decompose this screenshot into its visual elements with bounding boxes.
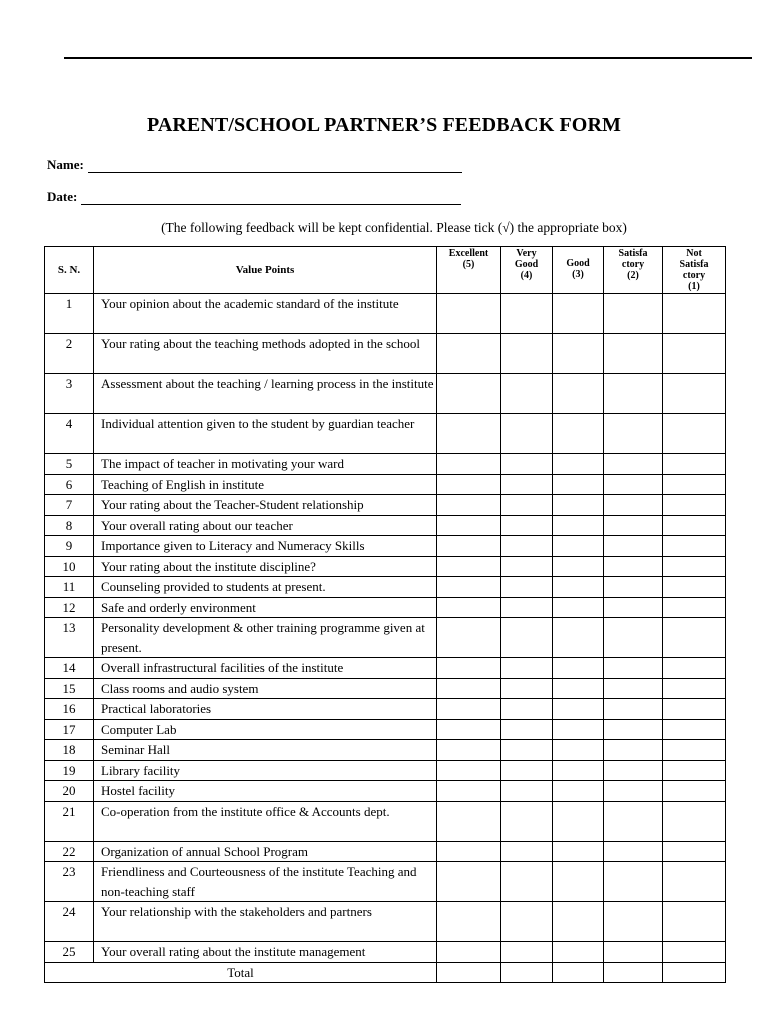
total-box-excellent[interactable] xyxy=(437,962,501,983)
row-number: 10 xyxy=(45,556,94,577)
header-satisfactory: Satisfa ctory (2) xyxy=(604,247,663,294)
rating-box-not-satisfactory[interactable] xyxy=(663,740,726,761)
value-point-text: Seminar Hall xyxy=(94,740,437,761)
rating-box-good[interactable] xyxy=(553,618,604,658)
table-row xyxy=(45,841,726,862)
top-rule xyxy=(64,57,752,59)
table-row xyxy=(45,556,726,577)
rating-box-not-satisfactory[interactable] xyxy=(663,536,726,557)
row-number: 13 xyxy=(45,618,94,658)
row-number: 3 xyxy=(45,374,94,414)
value-point-text: Importance given to Literacy and Numeracy Skills xyxy=(94,536,437,557)
rating-box-satisfactory[interactable] xyxy=(604,801,663,841)
rating-box-excellent[interactable] xyxy=(437,801,501,841)
rating-box-satisfactory[interactable] xyxy=(604,536,663,557)
row-number: 9 xyxy=(45,536,94,557)
rating-box-good[interactable] xyxy=(553,658,604,679)
rating-box-excellent[interactable] xyxy=(437,760,501,781)
header-value-points: Value Points xyxy=(94,247,437,294)
rating-box-very-good[interactable] xyxy=(501,536,553,557)
rating-box-not-satisfactory[interactable] xyxy=(663,862,726,902)
page-title: PARENT/SCHOOL PARTNER’S FEEDBACK FORM xyxy=(147,114,621,136)
rating-box-not-satisfactory[interactable] xyxy=(663,781,726,802)
total-box-very-good[interactable] xyxy=(501,962,553,983)
table-row xyxy=(45,474,726,495)
row-number: 5 xyxy=(45,454,94,475)
value-point-text: Your rating about the institute discipline? xyxy=(94,556,437,577)
rating-box-satisfactory[interactable] xyxy=(604,699,663,720)
total-box-good[interactable] xyxy=(553,962,604,983)
row-number: 16 xyxy=(45,699,94,720)
rating-box-very-good[interactable] xyxy=(501,495,553,516)
rating-box-very-good[interactable] xyxy=(501,618,553,658)
rating-box-good[interactable] xyxy=(553,801,604,841)
rating-box-good[interactable] xyxy=(553,536,604,557)
rating-box-satisfactory[interactable] xyxy=(604,678,663,699)
value-point-text: Your rating about the teaching methods adopted in the school xyxy=(94,334,437,374)
rating-box-excellent[interactable] xyxy=(437,414,501,454)
rating-box-good[interactable] xyxy=(553,699,604,720)
total-box-satisfactory[interactable] xyxy=(604,962,663,983)
table-row xyxy=(45,414,726,454)
rating-box-not-satisfactory[interactable] xyxy=(663,556,726,577)
rating-box-satisfactory[interactable] xyxy=(604,862,663,902)
rating-box-excellent[interactable] xyxy=(437,495,501,516)
rating-box-excellent[interactable] xyxy=(437,841,501,862)
rating-box-good[interactable] xyxy=(553,841,604,862)
rating-box-good[interactable] xyxy=(553,474,604,495)
value-point-text: Your overall rating about the institute management xyxy=(94,942,437,963)
rating-box-good[interactable] xyxy=(553,515,604,536)
rating-box-not-satisfactory[interactable] xyxy=(663,474,726,495)
value-point-text: Safe and orderly environment xyxy=(94,597,437,618)
rating-box-very-good[interactable] xyxy=(501,414,553,454)
rating-box-not-satisfactory[interactable] xyxy=(663,902,726,942)
value-point-text: Your relationship with the stakeholders and partners xyxy=(94,902,437,942)
rating-box-not-satisfactory[interactable] xyxy=(663,658,726,679)
rating-box-good[interactable] xyxy=(553,334,604,374)
rating-box-satisfactory[interactable] xyxy=(604,577,663,598)
rating-box-good[interactable] xyxy=(553,556,604,577)
rating-box-satisfactory[interactable] xyxy=(604,902,663,942)
rating-box-good[interactable] xyxy=(553,942,604,963)
name-label: Name: xyxy=(47,157,84,172)
header-very-good: Very Good (4) xyxy=(501,247,553,294)
rating-box-excellent[interactable] xyxy=(437,862,501,902)
rating-box-excellent[interactable] xyxy=(437,536,501,557)
rating-box-excellent[interactable] xyxy=(437,334,501,374)
rating-box-excellent[interactable] xyxy=(437,719,501,740)
table-row xyxy=(45,536,726,557)
rating-box-not-satisfactory[interactable] xyxy=(663,678,726,699)
table-header-row xyxy=(45,247,726,294)
rating-box-good[interactable] xyxy=(553,740,604,761)
rating-box-good[interactable] xyxy=(553,374,604,414)
value-point-text: Friendliness and Courteousness of the institute Teaching and non-teaching staff xyxy=(94,862,437,902)
rating-box-not-satisfactory[interactable] xyxy=(663,618,726,658)
total-box-not-satisfactory[interactable] xyxy=(663,962,726,983)
rating-box-excellent[interactable] xyxy=(437,294,501,334)
rating-box-satisfactory[interactable] xyxy=(604,740,663,761)
rating-box-very-good[interactable] xyxy=(501,841,553,862)
rating-box-very-good[interactable] xyxy=(501,902,553,942)
table-row xyxy=(45,294,726,334)
rating-box-satisfactory[interactable] xyxy=(604,454,663,475)
row-number: 17 xyxy=(45,719,94,740)
rating-box-satisfactory[interactable] xyxy=(604,374,663,414)
rating-box-good[interactable] xyxy=(553,495,604,516)
table-row xyxy=(45,942,726,963)
table-row xyxy=(45,515,726,536)
row-number: 19 xyxy=(45,760,94,781)
total-label: Total xyxy=(45,962,437,983)
table-row xyxy=(45,678,726,699)
table-row xyxy=(45,801,726,841)
rating-box-not-satisfactory[interactable] xyxy=(663,760,726,781)
date-field[interactable] xyxy=(47,189,461,205)
rating-box-excellent[interactable] xyxy=(437,902,501,942)
value-point-text: Counseling provided to students at present. xyxy=(94,577,437,598)
table-row xyxy=(45,658,726,679)
rating-box-good[interactable] xyxy=(553,577,604,598)
rating-box-excellent[interactable] xyxy=(437,577,501,598)
header-good: Good (3) xyxy=(553,247,604,294)
table-row xyxy=(45,781,726,802)
table-row xyxy=(45,597,726,618)
date-label: Date: xyxy=(47,189,78,204)
rating-box-not-satisfactory[interactable] xyxy=(663,577,726,598)
row-number: 18 xyxy=(45,740,94,761)
rating-box-excellent[interactable] xyxy=(437,781,501,802)
rating-box-very-good[interactable] xyxy=(501,474,553,495)
date-input-line[interactable] xyxy=(81,191,461,205)
rating-box-excellent[interactable] xyxy=(437,942,501,963)
rating-box-very-good[interactable] xyxy=(501,658,553,679)
table-row xyxy=(45,374,726,414)
row-number: 4 xyxy=(45,414,94,454)
rating-box-not-satisfactory[interactable] xyxy=(663,414,726,454)
value-point-text: Overall infrastructural facilities of the institute xyxy=(94,658,437,679)
value-point-text: Computer Lab xyxy=(94,719,437,740)
value-point-text: Organization of annual School Program xyxy=(94,841,437,862)
value-point-text: Assessment about the teaching / learning process in the institute xyxy=(94,374,437,414)
name-field[interactable] xyxy=(47,157,462,173)
row-number: 22 xyxy=(45,841,94,862)
rating-box-very-good[interactable] xyxy=(501,781,553,802)
value-point-text: Your opinion about the academic standard of the institute xyxy=(94,294,437,334)
row-number: 12 xyxy=(45,597,94,618)
rating-box-satisfactory[interactable] xyxy=(604,474,663,495)
rating-box-excellent[interactable] xyxy=(437,597,501,618)
row-number: 15 xyxy=(45,678,94,699)
row-number: 25 xyxy=(45,942,94,963)
rating-box-excellent[interactable] xyxy=(437,454,501,475)
rating-box-not-satisfactory[interactable] xyxy=(663,597,726,618)
rating-box-good[interactable] xyxy=(553,454,604,475)
total-row xyxy=(45,962,726,983)
value-point-text: The impact of teacher in motivating your ward xyxy=(94,454,437,475)
rating-box-not-satisfactory[interactable] xyxy=(663,515,726,536)
table-row xyxy=(45,577,726,598)
rating-box-very-good[interactable] xyxy=(501,740,553,761)
rating-box-good[interactable] xyxy=(553,719,604,740)
header-not-satisfactory: Not Satisfa ctory (1) xyxy=(663,247,726,294)
rating-box-excellent[interactable] xyxy=(437,515,501,536)
rating-box-good[interactable] xyxy=(553,760,604,781)
rating-box-excellent[interactable] xyxy=(437,699,501,720)
value-point-text: Class rooms and audio system xyxy=(94,678,437,699)
rating-box-not-satisfactory[interactable] xyxy=(663,334,726,374)
rating-box-satisfactory[interactable] xyxy=(604,556,663,577)
rating-box-satisfactory[interactable] xyxy=(604,760,663,781)
rating-box-satisfactory[interactable] xyxy=(604,781,663,802)
header-excellent: Excellent (5) xyxy=(437,247,501,294)
rating-box-satisfactory[interactable] xyxy=(604,294,663,334)
rating-box-satisfactory[interactable] xyxy=(604,495,663,516)
rating-box-very-good[interactable] xyxy=(501,760,553,781)
row-number: 24 xyxy=(45,902,94,942)
rating-box-very-good[interactable] xyxy=(501,334,553,374)
value-point-text: Practical laboratories xyxy=(94,699,437,720)
rating-box-very-good[interactable] xyxy=(501,454,553,475)
row-number: 23 xyxy=(45,862,94,902)
rating-box-very-good[interactable] xyxy=(501,515,553,536)
row-number: 20 xyxy=(45,781,94,802)
rating-box-excellent[interactable] xyxy=(437,374,501,414)
rating-box-very-good[interactable] xyxy=(501,374,553,414)
row-number: 2 xyxy=(45,334,94,374)
rating-box-satisfactory[interactable] xyxy=(604,618,663,658)
table-row xyxy=(45,740,726,761)
rating-box-very-good[interactable] xyxy=(501,597,553,618)
rating-box-excellent[interactable] xyxy=(437,678,501,699)
value-point-text: Individual attention given to the student by guardian teacher xyxy=(94,414,437,454)
table-row xyxy=(45,334,726,374)
rating-box-excellent[interactable] xyxy=(437,740,501,761)
value-point-text: Library facility xyxy=(94,760,437,781)
value-point-text: Co-operation from the institute office & Accounts dept. xyxy=(94,801,437,841)
rating-box-not-satisfactory[interactable] xyxy=(663,454,726,475)
table-row xyxy=(45,454,726,475)
rating-box-good[interactable] xyxy=(553,414,604,454)
rating-box-not-satisfactory[interactable] xyxy=(663,942,726,963)
rating-box-excellent[interactable] xyxy=(437,474,501,495)
table-row xyxy=(45,699,726,720)
table-row xyxy=(45,760,726,781)
name-input-line[interactable] xyxy=(88,159,462,173)
rating-box-good[interactable] xyxy=(553,678,604,699)
rating-box-not-satisfactory[interactable] xyxy=(663,841,726,862)
rating-box-satisfactory[interactable] xyxy=(604,841,663,862)
table-row xyxy=(45,862,726,902)
rating-box-not-satisfactory[interactable] xyxy=(663,719,726,740)
rating-box-excellent[interactable] xyxy=(437,658,501,679)
rating-box-not-satisfactory[interactable] xyxy=(663,294,726,334)
row-number: 8 xyxy=(45,515,94,536)
rating-box-satisfactory[interactable] xyxy=(604,515,663,536)
rating-box-very-good[interactable] xyxy=(501,678,553,699)
value-point-text: Teaching of English in institute xyxy=(94,474,437,495)
row-number: 1 xyxy=(45,294,94,334)
rating-box-good[interactable] xyxy=(553,781,604,802)
rating-box-not-satisfactory[interactable] xyxy=(663,374,726,414)
row-number: 21 xyxy=(45,801,94,841)
rating-box-very-good[interactable] xyxy=(501,942,553,963)
rating-box-excellent[interactable] xyxy=(437,556,501,577)
rating-box-not-satisfactory[interactable] xyxy=(663,495,726,516)
header-sn: S. N. xyxy=(45,247,94,294)
row-number: 14 xyxy=(45,658,94,679)
value-point-text: Hostel facility xyxy=(94,781,437,802)
rating-box-good[interactable] xyxy=(553,294,604,334)
rating-box-very-good[interactable] xyxy=(501,556,553,577)
rating-box-satisfactory[interactable] xyxy=(604,414,663,454)
rating-box-good[interactable] xyxy=(553,597,604,618)
rating-box-very-good[interactable] xyxy=(501,699,553,720)
rating-box-satisfactory[interactable] xyxy=(604,597,663,618)
table-row xyxy=(45,719,726,740)
rating-box-not-satisfactory[interactable] xyxy=(663,699,726,720)
rating-box-excellent[interactable] xyxy=(437,618,501,658)
rating-box-not-satisfactory[interactable] xyxy=(663,801,726,841)
confidential-note: (The following feedback will be kept confidential. Please tick (√) the appropriate box) xyxy=(161,220,627,235)
table-row xyxy=(45,618,726,658)
rating-box-satisfactory[interactable] xyxy=(604,719,663,740)
rating-box-very-good[interactable] xyxy=(501,862,553,902)
value-point-text: Your rating about the Teacher-Student relationship xyxy=(94,495,437,516)
feedback-table xyxy=(44,246,726,983)
rating-box-very-good[interactable] xyxy=(501,294,553,334)
row-number: 6 xyxy=(45,474,94,495)
table-row xyxy=(45,902,726,942)
rating-box-very-good[interactable] xyxy=(501,577,553,598)
table-row xyxy=(45,495,726,516)
row-number: 7 xyxy=(45,495,94,516)
rating-box-very-good[interactable] xyxy=(501,801,553,841)
rating-box-satisfactory[interactable] xyxy=(604,658,663,679)
rating-box-very-good[interactable] xyxy=(501,719,553,740)
rating-box-satisfactory[interactable] xyxy=(604,334,663,374)
rating-box-good[interactable] xyxy=(553,862,604,902)
rating-box-satisfactory[interactable] xyxy=(604,942,663,963)
rating-box-good[interactable] xyxy=(553,902,604,942)
value-point-text: Your overall rating about our teacher xyxy=(94,515,437,536)
value-point-text: Personality development & other training programme given at present. xyxy=(94,618,437,658)
row-number: 11 xyxy=(45,577,94,598)
